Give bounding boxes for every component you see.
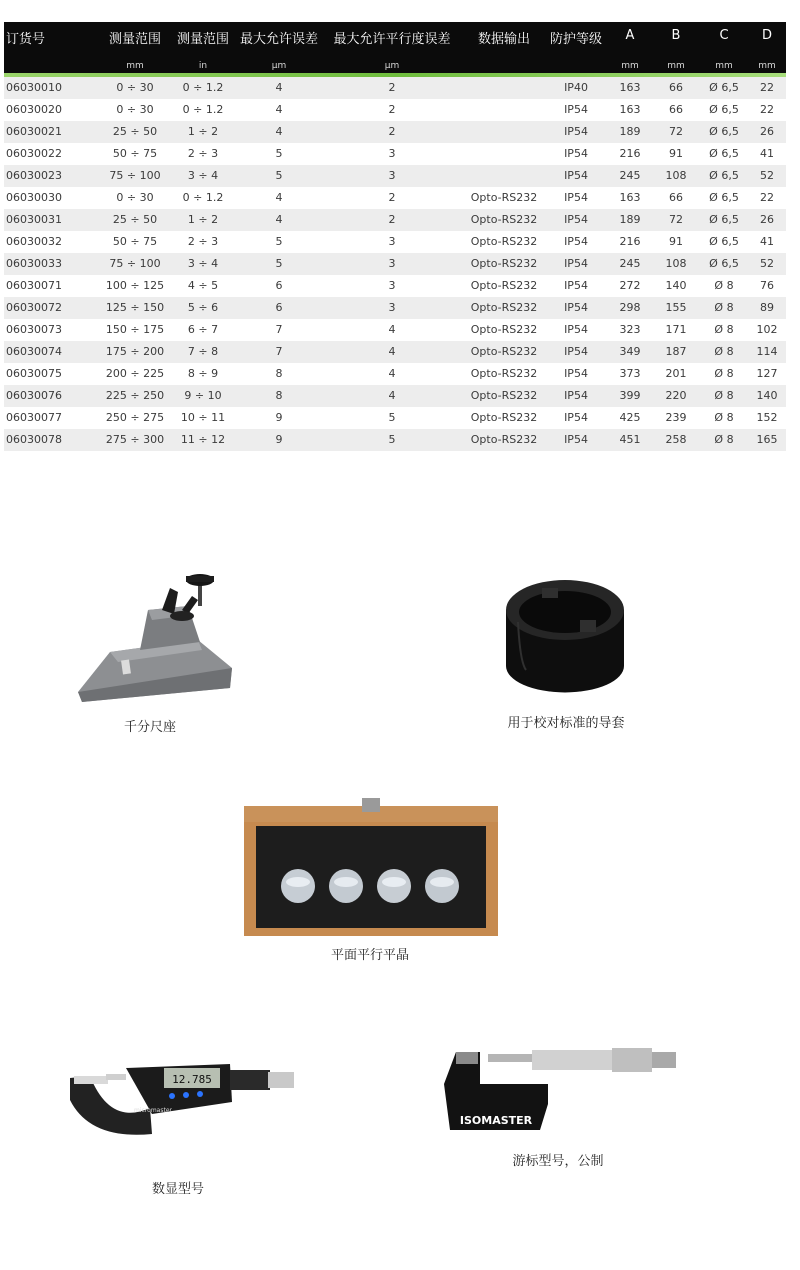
table-row (4, 143, 786, 165)
table-cell: 4 (388, 389, 396, 402)
column-unit: mm (715, 61, 733, 71)
table-cell: 225 ÷ 250 (105, 389, 165, 402)
table-cell: 125 ÷ 150 (105, 301, 165, 314)
vernier-brand: ISOMASTER (459, 1114, 533, 1127)
table-cell: 25 ÷ 50 (112, 213, 158, 226)
table-cell: 2 (388, 213, 396, 226)
table-row (4, 99, 786, 121)
table-cell: 22 (760, 81, 774, 94)
column-unit: mm (758, 61, 776, 71)
table-cell: Ø 8 (714, 279, 734, 292)
table-cell: 187 (665, 345, 687, 358)
table-cell: 66 (669, 81, 683, 94)
table-cell: 25 ÷ 50 (112, 125, 158, 138)
table-cell: 140 (665, 279, 687, 292)
table-cell: 4 (275, 81, 283, 94)
table-row (4, 209, 786, 231)
table-unit-row (4, 60, 786, 73)
table-cell: 163 (619, 191, 641, 204)
table-cell: 41 (760, 235, 774, 248)
table-cell: 245 (619, 169, 641, 182)
table-cell: IP54 (564, 257, 588, 270)
table-cell: 127 (756, 367, 778, 380)
table-cell: 76 (760, 279, 774, 292)
table-cell: 72 (669, 125, 683, 138)
table-row (4, 121, 786, 143)
table-cell: 06030073 (6, 323, 62, 336)
table-cell: 6 (275, 279, 283, 292)
table-cell: 4 (275, 103, 283, 116)
ring-caption: 用于校对标准的导套 (507, 716, 625, 731)
table-cell: Ø 8 (714, 323, 734, 336)
table-cell: 4 (388, 345, 396, 358)
table-row (4, 319, 786, 341)
table-cell: Ø 8 (714, 301, 734, 314)
table-cell: 323 (619, 323, 641, 336)
table-cell: 0 ÷ 1.2 (182, 103, 224, 116)
table-cell: Ø 6,5 (709, 81, 739, 94)
table-row (4, 231, 786, 253)
table-cell: 201 (665, 367, 687, 380)
table-cell: 9 (275, 411, 283, 424)
column-header: 最大允许平行度误差 (333, 32, 451, 47)
table-cell: 06030023 (6, 169, 62, 182)
table-cell: 7 ÷ 8 (187, 345, 219, 358)
table-cell: 5 (275, 147, 283, 160)
table-cell: 89 (760, 301, 774, 314)
table-cell: 06030020 (6, 103, 62, 116)
column-header: 防护等级 (549, 32, 602, 47)
table-cell: 5 (275, 235, 283, 248)
table-cell: Opto-RS232 (470, 279, 538, 292)
table-cell: 75 ÷ 100 (109, 257, 161, 270)
table-cell: 4 (388, 323, 396, 336)
table-cell: IP54 (564, 191, 588, 204)
column-header: A (625, 28, 635, 43)
column-header: 最大允许误差 (239, 32, 318, 47)
table-cell: 06030078 (6, 433, 62, 446)
table-cell: 189 (619, 213, 641, 226)
table-row (4, 385, 786, 407)
table-cell: 140 (756, 389, 778, 402)
table-cell: IP54 (564, 367, 588, 380)
table-cell: 5 ÷ 6 (187, 301, 219, 314)
table-cell: IP54 (564, 147, 588, 160)
table-cell: IP54 (564, 389, 588, 402)
table-cell: 2 (388, 81, 396, 94)
table-cell: 26 (760, 213, 774, 226)
table-cell: 06030071 (6, 279, 62, 292)
table-cell: Ø 8 (714, 389, 734, 402)
table-cell: 175 ÷ 200 (105, 345, 165, 358)
table-row (4, 407, 786, 429)
table-cell: 258 (665, 433, 687, 446)
vernier-caption: 游标型号，公制 (512, 1154, 604, 1169)
table-cell: 41 (760, 147, 774, 160)
table-cell: 155 (665, 301, 687, 314)
table-row (4, 341, 786, 363)
table-cell: 7 (275, 323, 283, 336)
table-cell: Opto-RS232 (470, 345, 538, 358)
table-cell: 3 (388, 169, 396, 182)
table-cell: 373 (619, 367, 641, 380)
table-cell: 0 ÷ 30 (116, 191, 154, 204)
table-cell: 2 ÷ 3 (187, 147, 219, 160)
table-cell: 06030077 (6, 411, 62, 424)
table-cell: 3 (388, 147, 396, 160)
table-cell: 5 (388, 433, 396, 446)
column-header: 数据输出 (477, 32, 530, 47)
column-unit: μm (271, 61, 287, 71)
table-cell: 189 (619, 125, 641, 138)
table-cell: 26 (760, 125, 774, 138)
table-cell: 2 (388, 191, 396, 204)
table-cell: 3 (388, 235, 396, 248)
table-cell: Ø 6,5 (709, 257, 739, 270)
table-cell: 06030021 (6, 125, 62, 138)
table-cell: 100 ÷ 125 (105, 279, 165, 292)
table-cell: Opto-RS232 (470, 257, 538, 270)
table-cell: 06030032 (6, 235, 62, 248)
table-cell: 8 (275, 367, 283, 380)
table-cell: 66 (669, 191, 683, 204)
table-cell: 6 (275, 301, 283, 314)
table-cell: 0 ÷ 30 (116, 81, 154, 94)
table-cell: 1 ÷ 2 (187, 213, 219, 226)
table-cell: 8 ÷ 9 (187, 367, 219, 380)
digital-micrometer-image (60, 1056, 300, 1140)
table-cell: 275 ÷ 300 (105, 433, 165, 446)
table-cell: IP54 (564, 103, 588, 116)
table-cell: 3 (388, 301, 396, 314)
table-row (4, 187, 786, 209)
table-cell: 399 (619, 389, 641, 402)
table-cell: 2 ÷ 3 (187, 235, 219, 248)
table-cell: 220 (665, 389, 687, 402)
table-cell: 245 (619, 257, 641, 270)
table-cell: 06030031 (6, 213, 62, 226)
lcd-display: 12.785 (172, 1073, 212, 1086)
table-row (4, 363, 786, 385)
table-cell: 102 (756, 323, 778, 336)
table-cell: 108 (665, 169, 687, 182)
table-cell: 06030033 (6, 257, 62, 270)
table-cell: 11 ÷ 12 (180, 433, 226, 446)
table-cell: 66 (669, 103, 683, 116)
table-row (4, 253, 786, 275)
table-cell: 451 (619, 433, 641, 446)
table-cell: IP54 (564, 345, 588, 358)
table-cell: 4 (275, 213, 283, 226)
table-cell: 272 (619, 279, 641, 292)
table-cell: Opto-RS232 (470, 235, 538, 248)
table-cell: IP54 (564, 323, 588, 336)
table-cell: 06030072 (6, 301, 62, 314)
column-unit: μm (384, 61, 400, 71)
table-cell: 152 (756, 411, 778, 424)
optical-flats-image (244, 798, 498, 938)
table-cell: 5 (275, 257, 283, 270)
table-cell: 91 (669, 147, 683, 160)
table-cell: 2 (388, 103, 396, 116)
table-cell: Ø 6,5 (709, 125, 739, 138)
table-cell: Opto-RS232 (470, 433, 538, 446)
table-cell: 239 (665, 411, 687, 424)
calibration-ring-image (500, 570, 630, 700)
column-header: B (671, 28, 681, 43)
table-cell: IP54 (564, 213, 588, 226)
table-cell: Ø 6,5 (709, 213, 739, 226)
table-cell: 3 ÷ 4 (187, 169, 219, 182)
table-cell: Ø 6,5 (709, 103, 739, 116)
table-cell: 250 ÷ 275 (105, 411, 165, 424)
table-cell: 06030074 (6, 345, 62, 358)
column-unit: mm (126, 61, 144, 71)
table-cell: IP54 (564, 301, 588, 314)
table-cell: Opto-RS232 (470, 323, 538, 336)
table-cell: 171 (665, 323, 687, 336)
table-cell: 6 ÷ 7 (187, 323, 219, 336)
table-row (4, 165, 786, 187)
table-cell: 298 (619, 301, 641, 314)
table-cell: 06030075 (6, 367, 62, 380)
table-cell: 52 (760, 257, 774, 270)
table-cell: 425 (619, 411, 641, 424)
table-cell: Ø 6,5 (709, 191, 739, 204)
table-body (4, 77, 786, 451)
table-cell: 163 (619, 103, 641, 116)
column-unit: mm (667, 61, 685, 71)
table-cell: 165 (756, 433, 778, 446)
table-cell: 3 (388, 257, 396, 270)
table-cell: 52 (760, 169, 774, 182)
table-cell: Ø 8 (714, 345, 734, 358)
table-row (4, 429, 786, 451)
table-cell: Ø 6,5 (709, 169, 739, 182)
table-row (4, 77, 786, 99)
table-cell: 150 ÷ 175 (105, 323, 165, 336)
table-cell: 216 (619, 235, 641, 248)
table-cell: 0 ÷ 1.2 (182, 191, 224, 204)
table-cell: 91 (669, 235, 683, 248)
digital-caption: 数显型号 (151, 1182, 205, 1197)
column-header: C (719, 28, 729, 43)
table-cell: 22 (760, 191, 774, 204)
table-cell: 1 ÷ 2 (187, 125, 219, 138)
table-cell: 10 ÷ 11 (180, 411, 226, 424)
table-cell: Opto-RS232 (470, 213, 538, 226)
table-cell: Opto-RS232 (470, 301, 538, 314)
table-cell: Ø 8 (714, 433, 734, 446)
table-cell: 75 ÷ 100 (109, 169, 161, 182)
flats-caption: 平面平行平晶 (330, 948, 410, 963)
table-cell: 06030010 (6, 81, 62, 94)
table-cell: Ø 6,5 (709, 235, 739, 248)
table-cell: 22 (760, 103, 774, 116)
table-cell: 8 (275, 389, 283, 402)
table-row (4, 297, 786, 319)
table-cell: 5 (388, 411, 396, 424)
column-unit: mm (621, 61, 639, 71)
table-cell: 200 ÷ 225 (105, 367, 165, 380)
table-cell: 72 (669, 213, 683, 226)
micrometer-stand-image (70, 570, 250, 710)
table-cell: 108 (665, 257, 687, 270)
table-cell: 4 (275, 125, 283, 138)
column-header: 测量范围 (108, 32, 161, 47)
table-cell: Opto-RS232 (470, 411, 538, 424)
table-cell: Ø 8 (714, 367, 734, 380)
table-cell: 114 (756, 345, 778, 358)
table-cell: 0 ÷ 30 (116, 103, 154, 116)
stand-caption: 千分尺座 (123, 720, 177, 735)
table-cell: IP54 (564, 279, 588, 292)
table-cell: 50 ÷ 75 (112, 235, 158, 248)
table-cell: Opto-RS232 (470, 191, 538, 204)
table-cell: IP54 (564, 433, 588, 446)
table-cell: 3 (388, 279, 396, 292)
table-cell: 349 (619, 345, 641, 358)
table-header-row (4, 22, 786, 60)
table-cell: Opto-RS232 (470, 367, 538, 380)
column-header: 测量范围 (176, 32, 229, 47)
column-unit: in (198, 61, 208, 71)
table-cell: 2 (388, 125, 396, 138)
table-cell: 3 ÷ 4 (187, 257, 219, 270)
table-cell: 0 ÷ 1.2 (182, 81, 224, 94)
table-cell: 4 ÷ 5 (187, 279, 219, 292)
table-cell: 216 (619, 147, 641, 160)
table-cell: 06030022 (6, 147, 62, 160)
table-cell: IP54 (564, 125, 588, 138)
table-cell: IP54 (564, 169, 588, 182)
table-cell: 06030030 (6, 191, 62, 204)
table-cell: IP54 (564, 235, 588, 248)
table-cell: 5 (275, 169, 283, 182)
spec-table (4, 22, 786, 451)
table-cell: Ø 6,5 (709, 147, 739, 160)
table-cell: 9 ÷ 10 (184, 389, 222, 402)
table-cell: IP54 (564, 411, 588, 424)
table-cell: Ø 8 (714, 411, 734, 424)
table-cell: 163 (619, 81, 641, 94)
table-cell: 06030076 (6, 389, 62, 402)
column-header: D (761, 28, 772, 43)
table-cell: Opto-RS232 (470, 389, 538, 402)
vernier-micrometer-image (440, 1044, 680, 1134)
table-cell: 50 ÷ 75 (112, 147, 158, 160)
table-cell: 4 (388, 367, 396, 380)
digital-brand: micromaster (134, 1107, 172, 1114)
table-cell: IP40 (564, 81, 588, 94)
table-cell: 9 (275, 433, 283, 446)
table-cell: 4 (275, 191, 283, 204)
table-row (4, 275, 786, 297)
table-cell: 7 (275, 345, 283, 358)
column-header: 订货号 (6, 32, 46, 47)
